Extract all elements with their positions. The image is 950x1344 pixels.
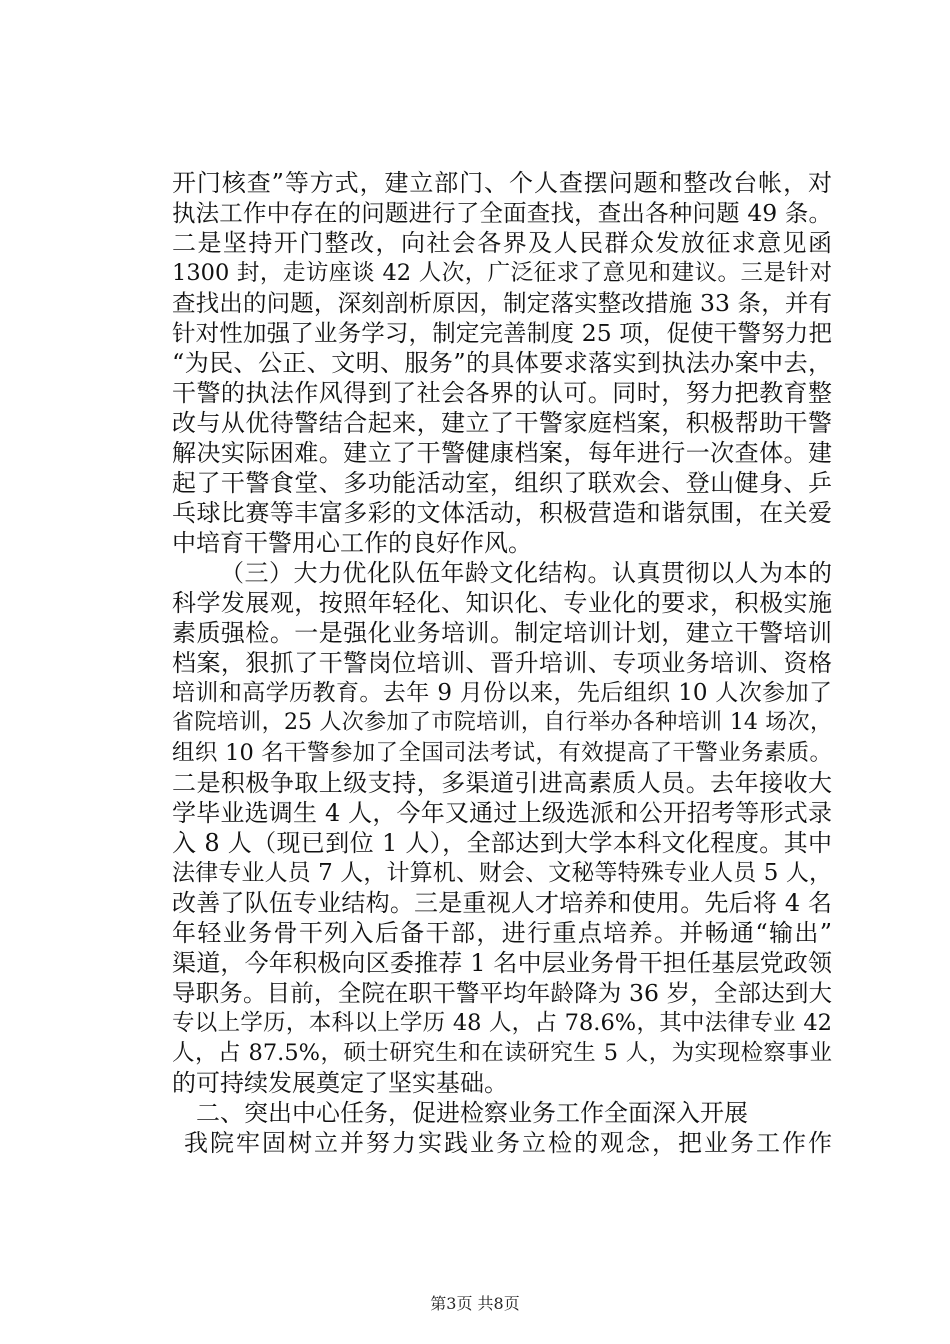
text-line: 我院牢固树立并努力实践业务立检的观念，把业务工作作 <box>184 1129 832 1157</box>
text-line: 乓球比赛等丰富多彩的文体活动，积极营造和谐氛围，在关爱 <box>172 499 832 527</box>
text-line: 干警的执法作风得到了社会各界的认可。同时，努力把教育整 <box>172 379 832 407</box>
text-line: 改与从优待警结合起来，建立了干警家庭档案，积极帮助干警 <box>172 409 832 437</box>
section-heading: （三）大力优化队伍年龄文化结构。认真贯彻以人为本的 <box>220 559 832 587</box>
section-heading: 二、突出中心任务，促进检察业务工作全面深入开展 <box>196 1099 748 1127</box>
text-line: 培训和高学历教育。去年 9 月份以来，先后组织 10 人次参加了 <box>172 680 832 706</box>
text-line: 改善了队伍专业结构。三是重视人才培养和使用。先后将 4 名 <box>172 889 832 917</box>
text-line: 省院培训，25 人次参加了市院培训，自行举办各种培训 14 场次， <box>172 710 832 735</box>
text-line: 档案，狠抓了干警岗位培训、晋升培训、专项业务培训、资格 <box>172 649 832 677</box>
text-line: 导职务。目前，全院在职干警平均年龄降为 36 岁，全部达到大 <box>172 979 832 1007</box>
text-line: 二是积极争取上级支持，多渠道引进高素质人员。去年接收大 <box>172 769 832 797</box>
text-line: 学毕业选调生 4 人，今年又通过上级选派和公开招考等形式录 <box>172 799 832 827</box>
text-line: 解决实际困难。建立了干警健康档案，每年进行一次查体。建 <box>172 439 832 467</box>
text-line: 组织 10 名干警参加了全国司法考试，有效提高了干警业务素质。 <box>172 740 832 766</box>
text-line: 起了干警食堂、多功能活动室，组织了联欢会、登山健身、乒 <box>172 469 832 497</box>
text-line: 查找出的问题，深刻剖析原因，制定落实整改措施 33 条，并有 <box>172 289 832 317</box>
text-line: 的可持续发展奠定了坚实基础。 <box>172 1069 508 1097</box>
text-line: 中培育干警用心工作的良好作风。 <box>172 529 532 557</box>
text-line: 针对性加强了业务学习，制定完善制度 25 项，促使干警努力把 <box>172 319 832 347</box>
text-line: 入 8 人（现已到位 1 人），全部达到大学本科文化程度。其中 <box>172 829 832 857</box>
text-line: “为民、公正、文明、服务”的具体要求落实到执法办案中去， <box>172 349 832 377</box>
text-line: 1300 封，走访座谈 42 人次，广泛征求了意见和建议。三是针对 <box>172 260 832 286</box>
text-line: 年轻业务骨干列入后备干部，进行重点培养。并畅通“输出” <box>172 919 832 947</box>
text-line: 素质强检。一是强化业务培训。制定培训计划，建立干警培训 <box>172 619 832 647</box>
text-line: 法律专业人员 7 人，计算机、财会、文秘等特殊专业人员 5 人， <box>172 860 832 886</box>
text-line: 渠道，今年积极向区委推荐 1 名中层业务骨干担任基层党政领 <box>172 949 832 977</box>
text-line: 人，占 87.5%，硕士研究生和在读研究生 5 人，为实现检察事业 <box>172 1040 832 1066</box>
text-line: 开门核查”等方式，建立部门、个人查摆问题和整改台帐，对 <box>172 169 832 197</box>
text-line: 科学发展观，按照年轻化、知识化、专业化的要求，积极实施 <box>172 589 832 617</box>
document-body <box>172 168 832 1158</box>
text-line: 执法工作中存在的问题进行了全面查找，查出各种问题 49 条。 <box>172 199 832 227</box>
text-line: 二是坚持开门整改，向社会各界及人民群众发放征求意见函 <box>172 229 832 257</box>
text-line: 专以上学历，本科以上学历 48 人，占 78.6%，其中法律专业 42 <box>172 1010 832 1036</box>
page-footer: 第3页 共8页 <box>430 1294 520 1313</box>
